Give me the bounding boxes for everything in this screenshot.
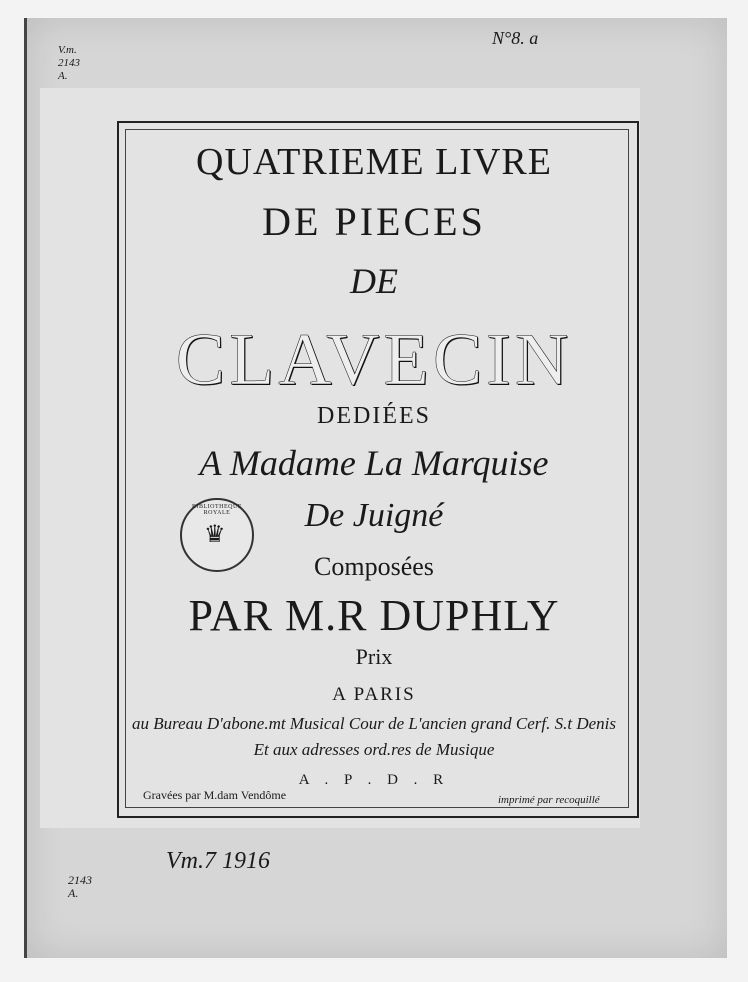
address-line-1: au Bureau D'abone.mt Musical Cour de L'ancien grand Cerf. S.t Denis [131,714,617,733]
crown-icon: ♛ [204,522,226,548]
shelfmark-top [58,44,80,83]
shelfmark-bottom: Vm.7 1916 [166,848,270,874]
address-line-2: Et aux adresses ord.res de Musique [253,740,495,759]
city: A PARIS [332,684,416,705]
printer-credit: imprimé par recoquillé [498,794,600,806]
library-stamp [180,498,254,572]
folio-number: N°8. a [492,28,539,48]
privilege-mark: A . P . D . R [298,772,450,788]
stamp-text: BIBLIOTHEQUE ROYALE [192,504,242,516]
dedication-heading: DEDIÉES [317,403,431,429]
shelf-label-line: 2143 [68,873,92,887]
composed-by: Composées [314,552,434,581]
price-label: Prix [355,644,393,669]
shelf-label [68,874,92,900]
title-line-2: DE PIECES [262,199,486,244]
shelf-label-line: A. [68,886,79,900]
title-line-1: QUATRIEME LIVRE [196,141,552,183]
title-main: CLAVECIN [175,319,573,401]
author-name: PAR M.R DUPHLY [188,591,560,640]
dedication-recipient: A Madame La Marquise [199,443,549,483]
shelfmark-line: A. [58,70,68,82]
shelfmark-line: V.m. [58,44,77,56]
title-line-3: DE [350,261,398,301]
engraver-credit: Gravées par M.dam Vendôme [143,788,287,802]
shelfmark-line: 2143 [58,57,80,69]
dedication-name: De Juigné [304,497,444,534]
